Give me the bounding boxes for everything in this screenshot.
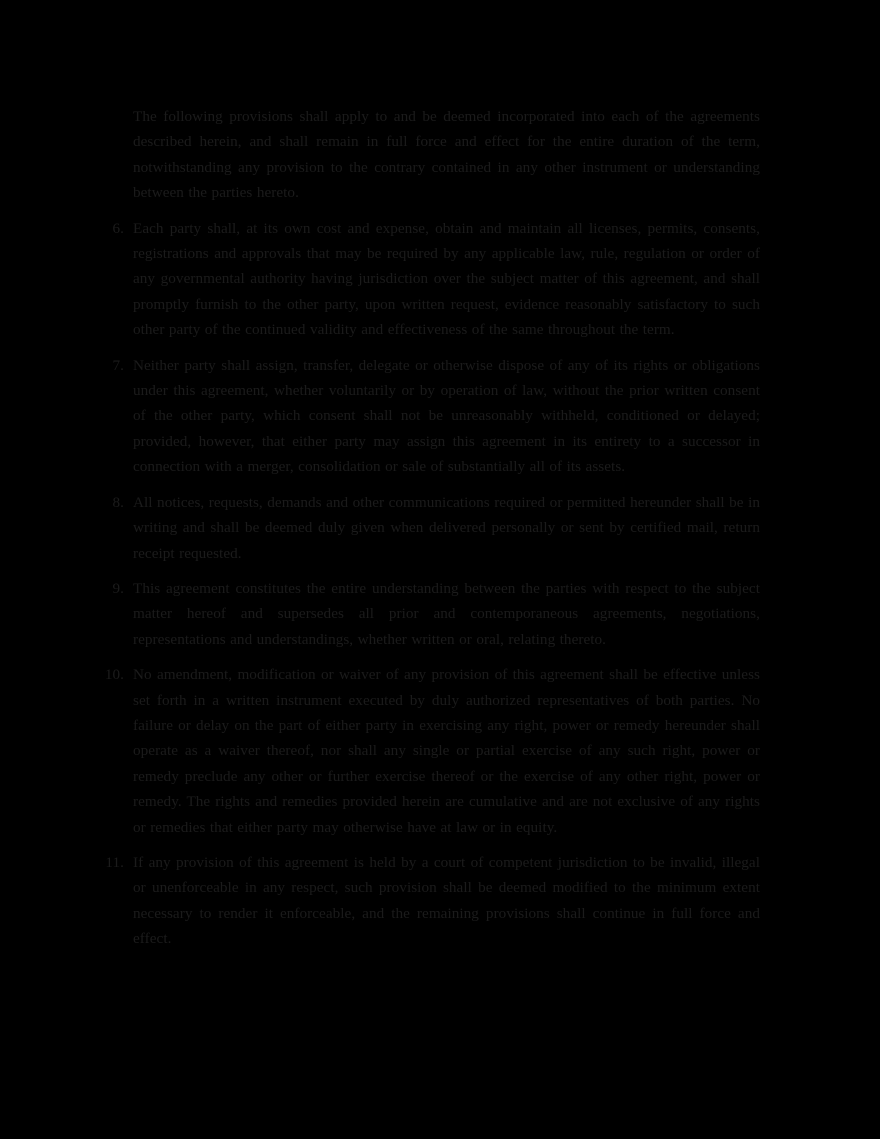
- list-item-number: 10.: [104, 666, 124, 684]
- numbered-clause-list: [88, 216, 760, 952]
- list-item-number: 9.: [112, 579, 124, 597]
- list-item-number: 7.: [112, 356, 124, 374]
- document-content-column: [88, 104, 760, 962]
- list-item-text: All notices, requests, demands and other communications required or permitted hereunder shall be in writing and shall be deemed duly given when delivered personally or sent by certified mail, return receipt requested.: [133, 493, 760, 562]
- list-item: [88, 662, 760, 840]
- list-item-text: This agreement constitutes the entire understanding between the parties with respect to the subject matter hereof and supersedes all prior and contemporaneous agreements, negotiations, representations and understandings, whether written or oral, relating thereto.: [133, 579, 760, 648]
- list-item: [88, 353, 760, 480]
- list-item-text: If any provision of this agreement is held by a court of competent jurisdiction to be invalid, illegal or unenforceable in any respect, such provision shall be deemed modified to the minimum extent necessary to render it enforceable, and the remaining provisions shall continue in full force and effect.: [133, 853, 760, 948]
- list-item-number: 8.: [112, 493, 124, 511]
- intro-paragraph: The following provisions shall apply to and be deemed incorporated into each of the agreements described herein, and shall remain in full force and effect for the entire duration of the term, notwithstanding any provision to the contrary contained in any other instrument or understanding between the parties hereto.: [133, 108, 760, 202]
- list-item-text: Neither party shall assign, transfer, delegate or otherwise dispose of any of its rights or obligations under this agreement, whether voluntarily or by operation of law, without the prior written consent of the other party, which consent shall not be unreasonably withheld, conditioned or delayed; provided, however, that either party may assign this agreement in its entirety to a successor in connection with a merger, consolidation or sale of substantially all of its assets.: [133, 356, 760, 476]
- list-item-text: Each party shall, at its own cost and expense, obtain and maintain all licenses, permits, consents, registrations and approvals that may be required by any applicable law, rule, regulation or order of any governmental authority having jurisdiction over the subject matter of this agreement, and shall promptly furnish to the other party, upon written request, evidence reasonably satisfactory to such other party of the continued validity and effectiveness of the same throughout the term.: [133, 219, 760, 339]
- list-item-text: No amendment, modification or waiver of any provision of this agreement shall be effective unless set forth in a written instrument executed by duly authorized representatives of both parties. No failure or delay on the part of either party in exercising any right, power or remedy hereunder shall operate as a waiver thereof, nor shall any single or partial exercise of any such right, power or remedy preclude any other or further exercise thereof or the exercise of any other right, power or remedy. The rights and remedies provided herein are cumulative and are not exclusive of any rights or remedies that either party may otherwise have at law or in equity.: [133, 666, 760, 836]
- list-item: [88, 576, 760, 652]
- list-item: [88, 850, 760, 952]
- list-item-number: 6.: [112, 219, 124, 237]
- list-item: [88, 490, 760, 566]
- list-item-number: 11.: [105, 853, 124, 871]
- list-item: [88, 216, 760, 343]
